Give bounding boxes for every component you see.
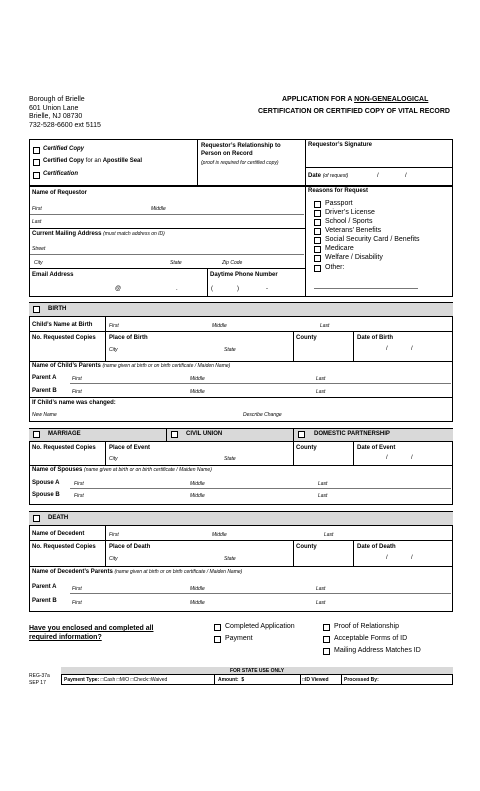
mailing-address-match-checkbox[interactable] xyxy=(323,648,330,655)
place-of-death-label: Place of Death xyxy=(109,544,151,550)
issuer-name: Borough of Brielle xyxy=(29,96,85,103)
decedent-parent-a-middle-hint: Middle xyxy=(190,586,205,592)
parent-b-last-hint: Last xyxy=(316,389,326,395)
spouse-b-middle-hint: Middle xyxy=(190,493,205,499)
reason-passport-label: Passport xyxy=(325,200,353,207)
reason-drivers-license-checkbox[interactable] xyxy=(314,210,321,217)
form-title-line2: CERTIFICATION OR CERTIFIED COPY OF VITAL RECORD xyxy=(258,108,450,115)
new-name-hint: New Name xyxy=(32,412,57,418)
zip-hint: Zip Code xyxy=(222,260,243,266)
child-name-label: Child’s Name at Birth xyxy=(32,322,93,328)
reason-passport-checkbox[interactable] xyxy=(314,201,321,208)
describe-change-hint: Describe Change xyxy=(243,412,282,418)
reason-veterans-checkbox[interactable] xyxy=(314,228,321,235)
apostille-checkbox[interactable] xyxy=(33,159,40,166)
parent-a-last-hint: Last xyxy=(316,376,326,382)
parent-a-middle-hint: Middle xyxy=(190,376,205,382)
reason-welfare-checkbox[interactable] xyxy=(314,255,321,262)
street-hint: Street xyxy=(32,246,46,252)
decedent-parent-a-first-hint: First xyxy=(72,586,82,592)
payment-label: Payment xyxy=(225,635,253,642)
birth-title: BIRTH xyxy=(48,306,67,312)
acceptable-id-label: Acceptable Forms of ID xyxy=(334,635,408,642)
requestor-first-hint: First xyxy=(32,206,42,212)
parent-b-middle-hint: Middle xyxy=(190,389,205,395)
death-title: DEATH xyxy=(48,515,69,521)
form-code-date: SEP 17 xyxy=(29,680,46,686)
id-viewed-label: □ID Viewed xyxy=(302,677,329,683)
enclosed-question-line1: Have you enclosed and completed all xyxy=(29,625,154,632)
decedent-parent-a-last-hint: Last xyxy=(316,586,326,592)
date-slash-2: / xyxy=(405,173,407,179)
relationship-note: (proof is required for certified copy) xyxy=(201,160,279,166)
birth-header xyxy=(29,302,453,317)
event-date-slash-1: / xyxy=(386,455,388,461)
marriage-copies-label: No. Requested Copies xyxy=(32,445,96,451)
death-section xyxy=(29,511,453,612)
payment-type-row: Payment Type: □Cash □M/O □Check□Waived xyxy=(64,677,168,683)
reason-other-checkbox[interactable] xyxy=(314,265,321,272)
mailing-address-label: Current Mailing Address (must match address on ID) xyxy=(32,231,165,237)
decedent-parent-b-first-hint: First xyxy=(72,600,82,606)
completed-application-label: Completed Application xyxy=(225,623,295,630)
child-parents-label: Name of Child’s Parents (name given at birth or on birth certificate / Maiden Name) xyxy=(32,363,231,369)
birth-city-hint: City xyxy=(109,347,118,353)
check-checkbox-icon[interactable]: □ xyxy=(130,677,134,683)
certified-copy-checkbox[interactable] xyxy=(33,147,40,154)
birth-copies-label: No. Requested Copies xyxy=(32,335,96,341)
reason-welfare-label: Welfare / Disability xyxy=(325,254,383,261)
amount-label: Amount: $ xyxy=(218,677,245,683)
reasons-label: Reasons for Request xyxy=(308,188,369,194)
child-middle-hint: Middle xyxy=(212,323,227,329)
title-underlined: NON-GENEALOGICAL xyxy=(354,96,429,103)
parent-a-label: Parent A xyxy=(32,375,57,381)
marriage-title: MARRIAGE xyxy=(48,431,81,437)
phone-paren-close: ) xyxy=(237,286,239,292)
payment-checkbox[interactable] xyxy=(214,636,221,643)
form-code-number: REG-37a xyxy=(29,673,50,679)
reason-medicare-checkbox[interactable] xyxy=(314,246,321,253)
reason-school-label: School / Sports xyxy=(325,218,373,225)
death-checkbox[interactable] xyxy=(33,515,40,522)
acceptable-id-checkbox[interactable] xyxy=(323,636,330,643)
certification-label: Certification xyxy=(43,171,79,177)
reason-social-security-checkbox[interactable] xyxy=(314,237,321,244)
email-at: @ xyxy=(115,286,122,292)
city-hint: City xyxy=(34,260,43,266)
apostille-label: Certified Copy for an Apostille Seal xyxy=(43,158,143,164)
relationship-label: Requestor’s Relationship to Person on Record xyxy=(201,143,281,157)
date-of-birth-label: Date of Birth xyxy=(357,335,393,341)
parent-a-first-hint: First xyxy=(72,376,82,382)
death-state-hint: State xyxy=(224,556,236,562)
decedent-parent-b-label: Parent B xyxy=(32,598,57,604)
requestor-last-hint: Last xyxy=(32,219,42,225)
parent-b-label: Parent B xyxy=(32,388,57,394)
place-of-birth-label: Place of Birth xyxy=(109,335,148,341)
state-hint: State xyxy=(170,260,182,266)
marriage-county-label: County xyxy=(296,445,317,451)
reason-other-label: Other: xyxy=(325,264,345,271)
parent-b-first-hint: First xyxy=(72,389,82,395)
certified-copy-label: Certified Copy xyxy=(43,146,85,152)
dob-slash-1: / xyxy=(386,346,388,352)
completed-application-checkbox[interactable] xyxy=(214,624,221,631)
enclosed-question-line2: required information? xyxy=(29,634,102,641)
death-city-hint: City xyxy=(109,556,118,562)
decedent-last-hint: Last xyxy=(324,532,334,538)
date-of-event-label: Date of Event xyxy=(357,445,396,451)
death-county-label: County xyxy=(296,544,317,550)
phone-dash: - xyxy=(266,286,268,292)
phone-paren-open: ( xyxy=(211,286,213,292)
issuer-street: 601 Union Lane xyxy=(29,104,79,112)
decedent-parent-a-label: Parent A xyxy=(32,584,57,590)
dob-slash-2: / xyxy=(411,346,413,352)
event-state-hint: State xyxy=(224,456,236,462)
enclosed-question xyxy=(29,624,153,642)
birth-county-label: County xyxy=(296,335,317,341)
civil-union-title: CIVIL UNION xyxy=(186,431,223,437)
spouse-b-last-hint: Last xyxy=(318,493,328,499)
spouse-a-last-hint: Last xyxy=(318,481,328,487)
spouse-b-label: Spouse B xyxy=(32,492,60,498)
event-city-hint: City xyxy=(109,456,118,462)
other-reason-line[interactable] xyxy=(314,288,418,289)
date-slash-1: / xyxy=(377,173,379,179)
domestic-partnership-title: DOMESTIC PARTNERSHIP xyxy=(314,431,390,437)
name-changed-label: If Child’s name was changed: xyxy=(32,400,116,406)
processed-by-label: Processed By: xyxy=(344,677,379,683)
reason-medicare-label: Medicare xyxy=(325,245,354,252)
spouse-a-label: Spouse A xyxy=(32,480,60,486)
issuer-phone: 732-528-6600 ext 5115 xyxy=(29,121,101,129)
signature-label: Requestor’s Signature xyxy=(308,142,373,148)
dod-slash-1: / xyxy=(386,555,388,561)
birth-checkbox[interactable] xyxy=(33,306,40,313)
date-of-death-label: Date of Death xyxy=(357,544,396,550)
proof-of-relationship-label: Proof of Relationship xyxy=(334,623,399,630)
dod-slash-2: / xyxy=(411,555,413,561)
form-code xyxy=(29,673,50,687)
requestor-middle-hint: Middle xyxy=(151,206,166,212)
form-title-line1 xyxy=(282,96,428,103)
cash-checkbox-icon[interactable]: □ xyxy=(100,677,104,683)
certification-checkbox[interactable] xyxy=(33,172,40,179)
domestic-partnership-checkbox[interactable] xyxy=(298,431,305,438)
spouses-label: Name of Spouses (name given at birth or on birth certificate / Maiden Name) xyxy=(32,467,212,473)
reason-drivers-license-label: Driver’s License xyxy=(325,209,375,216)
phone-label: Daytime Phone Number xyxy=(210,272,278,278)
issuer-city: Brielle, NJ 08730 xyxy=(29,113,83,120)
reason-social-security-label: Social Security Card / Benefits xyxy=(325,236,420,243)
mailing-address-match-label: Mailing Address Matches ID xyxy=(334,647,421,654)
waived-checkbox-icon[interactable]: □ xyxy=(147,677,151,683)
death-copies-label: No. Requested Copies xyxy=(32,544,96,550)
reason-school-checkbox[interactable] xyxy=(314,219,321,226)
decedent-name-label: Name of Decedent xyxy=(32,531,85,537)
decedent-parent-b-middle-hint: Middle xyxy=(190,600,205,606)
spouse-a-first-hint: First xyxy=(74,481,84,487)
issuer-address xyxy=(29,96,101,130)
place-of-event-label: Place of Event xyxy=(109,445,151,451)
id-viewed-checkbox-icon[interactable]: □ xyxy=(302,677,306,683)
date-label: Date (of request) xyxy=(308,173,349,179)
state-use-title: FOR STATE USE ONLY xyxy=(229,668,285,674)
child-last-hint: Last xyxy=(320,323,330,329)
decedent-first-hint: First xyxy=(109,532,119,538)
mo-checkbox-icon[interactable]: □ xyxy=(116,677,120,683)
spouse-a-middle-hint: Middle xyxy=(190,481,205,487)
marriage-checkbox[interactable] xyxy=(33,431,40,438)
civil-union-checkbox[interactable] xyxy=(171,431,178,438)
title-prefix: APPLICATION FOR A xyxy=(282,96,355,103)
death-header xyxy=(29,511,453,526)
event-date-slash-2: / xyxy=(411,455,413,461)
decedent-parents-label: Name of Decedent’s Parents (name given at birth or on birth certificate / Maiden Name) xyxy=(32,569,243,575)
email-dot: . xyxy=(176,286,178,292)
spouse-b-first-hint: First xyxy=(74,493,84,499)
reason-veterans-label: Veterans’ Benefits xyxy=(325,227,382,234)
email-label: Email Address xyxy=(32,272,74,278)
birth-state-hint: State xyxy=(224,347,236,353)
decedent-parent-b-last-hint: Last xyxy=(316,600,326,606)
proof-of-relationship-checkbox[interactable] xyxy=(323,624,330,631)
decedent-middle-hint: Middle xyxy=(212,532,227,538)
child-first-hint: First xyxy=(109,323,119,329)
requestor-name-label: Name of Requestor xyxy=(32,190,88,196)
